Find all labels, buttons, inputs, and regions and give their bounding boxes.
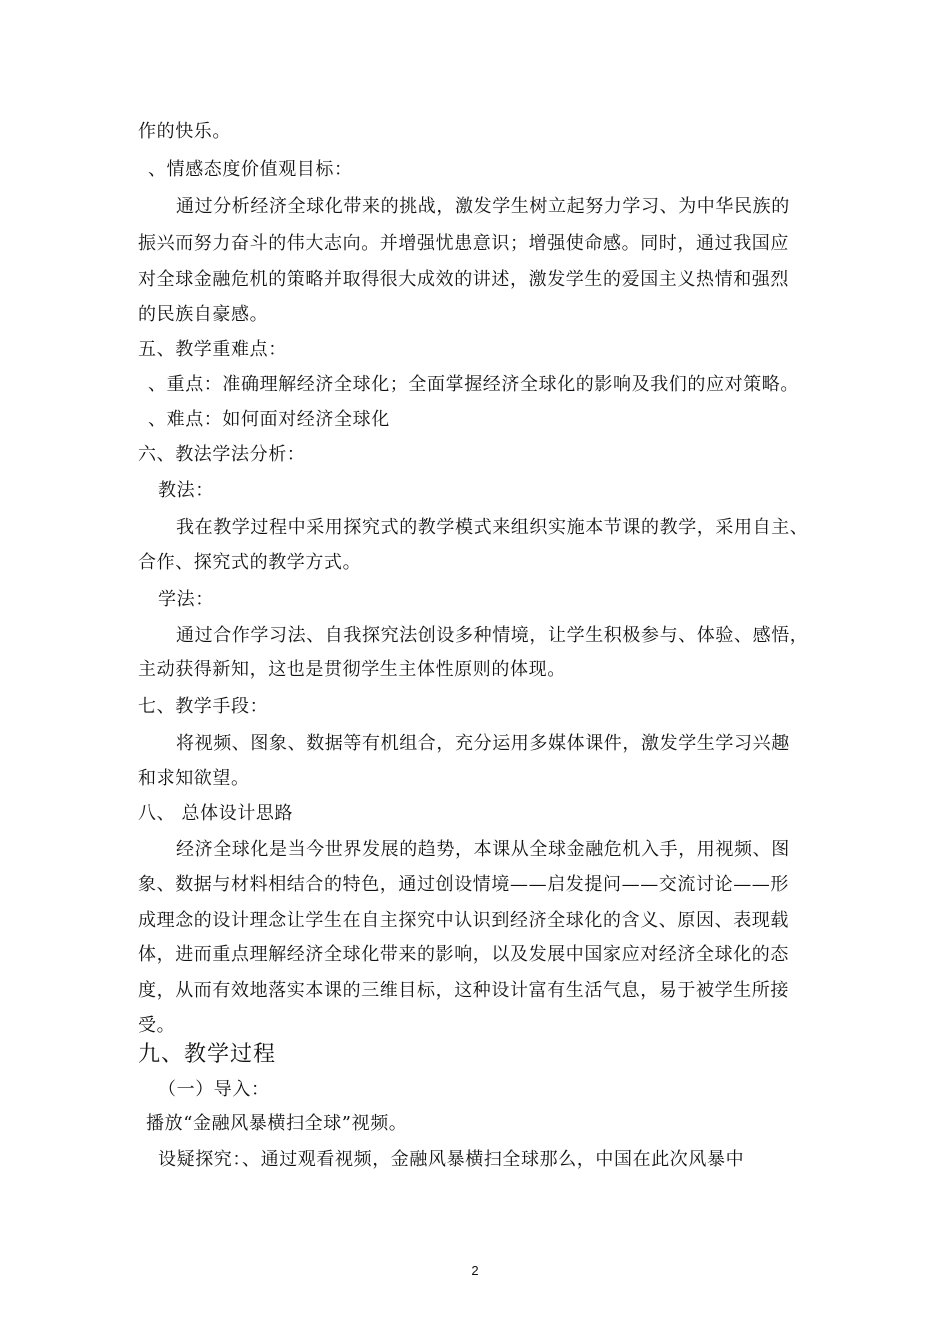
text-line: 将视频、图象、数据等有机组合，充分运用多媒体课件，激发学生学习兴趣	[176, 733, 790, 754]
text-line: 象、数据与材料相结合的特色，通过创设情境——启发提问——交流讨论——形	[138, 874, 789, 895]
text-line: 度，从而有效地落实本课的三维目标，这种设计富有生活气息，易于被学生所接	[138, 980, 789, 1001]
section-heading: 七、教学手段：	[138, 696, 269, 717]
text-line: 、重点：准确理解经济全球化；全面掌握经济全球化的影响及我们的应对策略。	[148, 374, 799, 395]
text-line: 经济全球化是当今世界发展的趋势，本课从全球金融危机入手，用视频、图	[176, 839, 790, 860]
section-subheading: 学法：	[158, 589, 214, 610]
text-line: 、难点：如何面对经济全球化	[148, 409, 390, 430]
text-line: 作的快乐。	[138, 121, 231, 142]
text-line: 体，进而重点理解经济全球化带来的影响，以及发展中国家应对经济全球化的态	[138, 944, 789, 965]
text-line: 成理念的设计理念让学生在自主探究中认识到经济全球化的含义、原因、表现载	[138, 910, 789, 931]
text-line: 播放“金融风暴横扫全球”视频。	[146, 1113, 408, 1134]
section-heading: 六、教法学法分析：	[138, 444, 306, 465]
text-line: 对全球金融危机的策略并取得很大成效的讲述，激发学生的爱国主义热情和强烈	[138, 269, 789, 290]
section-subheading: （一）导入：	[158, 1079, 270, 1100]
text-line: 振兴而努力奋斗的伟大志向。并增强忧患意识；增强使命感。同时，通过我国应	[138, 233, 789, 254]
text-line: 的民族自豪感。	[138, 304, 269, 325]
text-line: 和求知欲望。	[138, 768, 250, 789]
section-heading: 九、教学过程	[138, 1042, 277, 1067]
text-line: 通过合作学习法、自我探究法创设多种情境，让学生积极参与、体验、感悟，	[176, 625, 809, 646]
section-heading: 八、 总体设计思路	[138, 803, 294, 824]
text-line: 合作、探究式的教学方式。	[138, 552, 362, 573]
section-heading: 五、教学重难点：	[138, 339, 287, 360]
section-subheading: 、情感态度价值观目标：	[148, 159, 353, 180]
page-number: 2	[471, 1263, 479, 1278]
text-line: 我在教学过程中采用探究式的教学模式来组织实施本节课的教学，采用自主、	[176, 517, 809, 538]
section-subheading: 教法：	[158, 480, 214, 501]
text-line: 通过分析经济全球化带来的挑战，激发学生树立起努力学习、为中华民族的	[176, 196, 790, 217]
text-line: 主动获得新知，这也是贯彻学生主体性原则的体现。	[138, 659, 566, 680]
text-line: 受。	[138, 1015, 176, 1036]
text-line: 设疑探究：、通过观看视频，金融风暴横扫全球那么，中国在此次风暴中	[158, 1149, 745, 1170]
